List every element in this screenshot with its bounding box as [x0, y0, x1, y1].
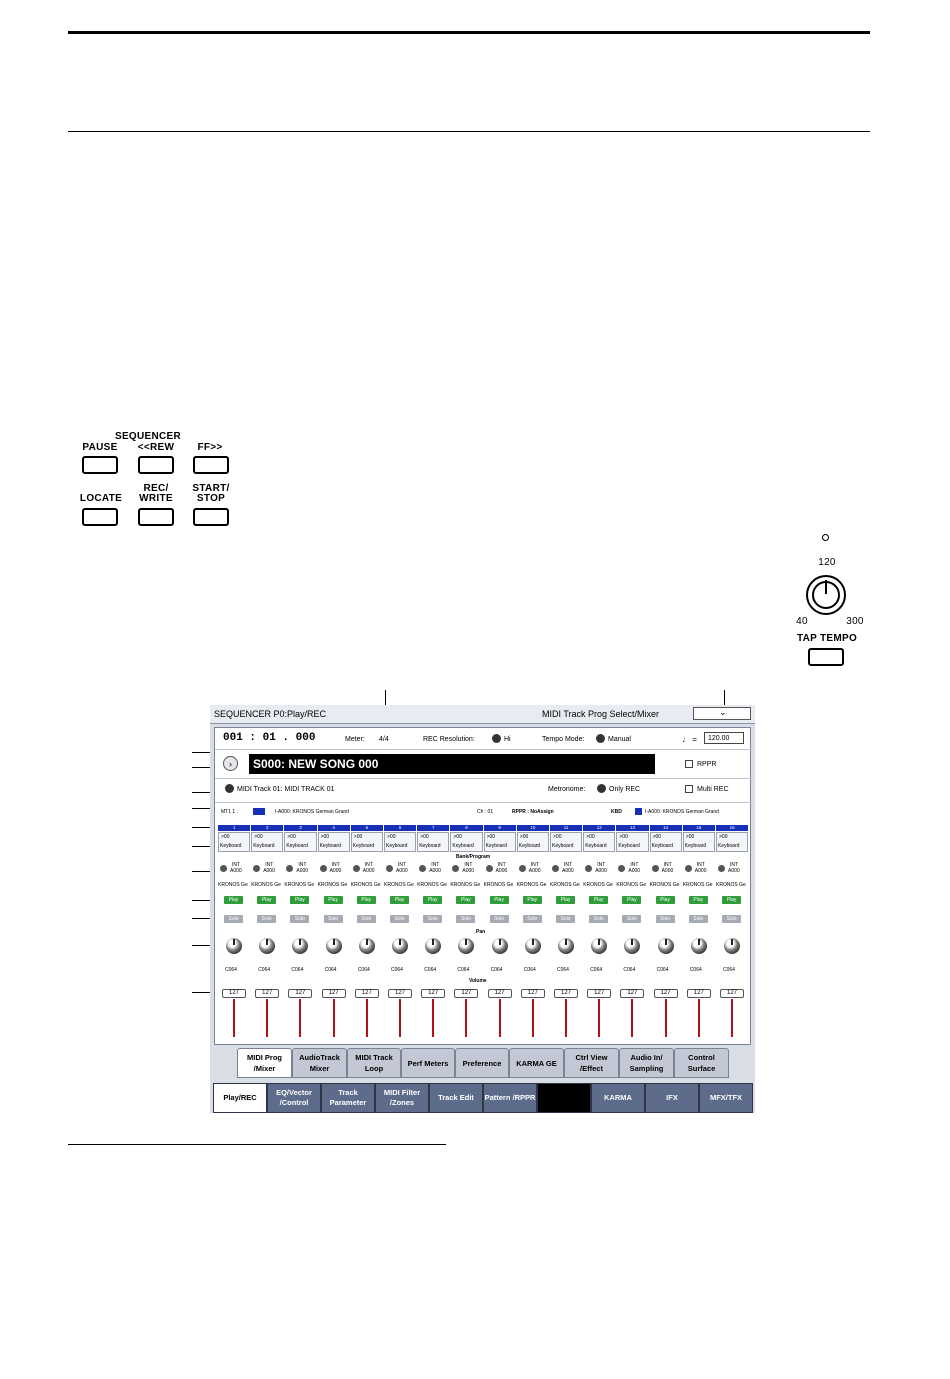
rec-label: REC/ — [143, 483, 169, 494]
track-bank: INT — [663, 862, 672, 868]
tap-tempo-button[interactable] — [808, 648, 844, 666]
solo-button[interactable]: Solo — [490, 915, 509, 923]
track-program-name: KRONOS Ge — [417, 882, 447, 888]
page-button-8[interactable]: IFX — [645, 1083, 699, 1113]
program-select-icon[interactable] — [519, 865, 526, 872]
page-menu-title: MIDI Track Prog Select/Mixer — [542, 709, 660, 719]
track-status: >00 — [320, 834, 330, 840]
track-number: 8 — [465, 825, 468, 830]
solo-button[interactable]: Solo — [722, 915, 741, 923]
pan-value: C064 — [424, 967, 437, 973]
tempo-scale-min: 40 — [796, 616, 808, 627]
track-bank: INT — [232, 862, 241, 868]
volume-label: Volume — [469, 978, 487, 984]
program-select-icon[interactable] — [286, 865, 293, 872]
page-button-9[interactable]: MFX/TFX — [699, 1083, 753, 1113]
kbd-badge-icon — [635, 808, 642, 815]
play-button[interactable]: Play — [224, 896, 243, 904]
pan-knob[interactable] — [326, 938, 342, 954]
track-number: 5 — [365, 825, 369, 830]
meter-value[interactable]: 4/4 — [379, 736, 389, 743]
play-button[interactable]: Play — [423, 896, 442, 904]
volume-value[interactable]: 127 — [587, 989, 611, 998]
tab-1[interactable]: AudioTrack Mixer — [292, 1048, 347, 1078]
pan-knob[interactable] — [292, 938, 308, 954]
rew-button[interactable] — [138, 456, 174, 474]
tab-0[interactable]: MIDI Prog /Mixer — [237, 1048, 292, 1078]
page-button-3[interactable]: MIDI Filter /Zones — [375, 1083, 429, 1113]
song-name: S000: NEW SONG 000 — [253, 757, 379, 771]
volume-value[interactable]: 127 — [222, 989, 246, 998]
track-number: 4 — [332, 825, 335, 830]
track-status: >00 — [586, 834, 595, 840]
pan-knob[interactable] — [226, 938, 242, 954]
solo-button[interactable]: Solo — [324, 915, 343, 923]
info-rppr: RPPR : NoAssign — [512, 809, 554, 815]
tab-4[interactable]: Preference — [455, 1048, 509, 1078]
pan-knob[interactable] — [691, 938, 707, 954]
tempo-knob[interactable] — [806, 575, 846, 615]
song-name-field[interactable] — [249, 754, 655, 774]
metronome-label: Metronome: — [548, 786, 586, 793]
track-select-value[interactable]: MIDI Track 01: MIDI TRACK 01 — [237, 786, 335, 793]
track-program: A000 — [329, 868, 342, 874]
tap-tempo-label: TAP TEMPO — [796, 633, 858, 644]
track-program-name: KRONOS Ge — [251, 882, 281, 888]
pan-value: C064 — [723, 967, 735, 973]
program-select-icon[interactable] — [618, 865, 625, 872]
track-number: 3 — [299, 825, 302, 830]
program-select-icon[interactable] — [220, 865, 227, 872]
volume-value[interactable]: 127 — [654, 989, 678, 998]
tempo-symbol: ♩ = — [682, 735, 697, 744]
program-select-icon[interactable] — [718, 865, 725, 872]
track-type: Keyboard — [452, 843, 474, 849]
volume-value[interactable]: 127 — [255, 989, 279, 998]
program-select-icon[interactable] — [353, 865, 360, 872]
program-select-icon[interactable] — [486, 865, 493, 872]
pan-knob[interactable] — [724, 938, 740, 954]
track-type: Keyboard — [286, 843, 308, 849]
solo-button[interactable]: Solo — [390, 915, 409, 923]
pan-knob[interactable] — [658, 938, 674, 954]
page-button-1[interactable]: EQ/Vector /Control — [267, 1083, 321, 1113]
track-status: >00 — [652, 834, 662, 840]
track-bank: INT — [265, 862, 274, 868]
track-type: Keyboard — [419, 843, 441, 849]
solo-button[interactable]: Solo — [556, 915, 575, 923]
rec-label-2: WRITE — [139, 493, 173, 504]
volume-fader[interactable] — [565, 999, 567, 1037]
track-number: 6 — [398, 825, 402, 830]
track-program-name: KRONOS Ge — [450, 882, 481, 888]
volume-fader[interactable] — [532, 999, 534, 1037]
track-program: A000 — [230, 868, 242, 874]
play-button[interactable]: Play — [290, 896, 309, 904]
volume-fader[interactable] — [432, 999, 434, 1037]
volume-fader[interactable] — [698, 999, 700, 1037]
pan-value: C064 — [291, 967, 304, 973]
track-program-name: KRONOS Ge — [218, 882, 248, 888]
main-panel — [214, 727, 751, 1045]
screen-title: SEQUENCER P0:Play/REC — [214, 709, 327, 719]
multi-rec-checkbox[interactable] — [685, 785, 693, 793]
pan-knob[interactable] — [259, 938, 275, 954]
track-program: A000 — [661, 868, 674, 874]
pan-knob[interactable] — [392, 938, 408, 954]
location-value[interactable]: 001 : 01 . 000 — [223, 732, 316, 744]
pan-knob[interactable] — [624, 938, 640, 954]
track-program-name: KRONOS Ge — [516, 882, 547, 888]
track-bank: INT — [331, 862, 340, 868]
pan-value: C064 — [557, 967, 569, 973]
track-bank: INT — [530, 862, 539, 868]
tab-3[interactable]: Perf Meters — [401, 1048, 455, 1078]
page-spacer — [537, 1083, 591, 1113]
track-type: Keyboard — [718, 843, 740, 849]
pan-knob[interactable] — [558, 938, 574, 954]
track-type: Keyboard — [253, 843, 275, 849]
tab-2[interactable]: MIDI Track Loop — [347, 1048, 401, 1078]
program-select-icon[interactable] — [320, 865, 327, 872]
solo-button[interactable]: Solo — [656, 915, 675, 923]
volume-value[interactable]: 127 — [322, 989, 346, 998]
play-button[interactable]: Play — [622, 896, 641, 904]
start-stop-button[interactable] — [193, 508, 229, 526]
top-rule — [68, 31, 870, 34]
track-type: Keyboard — [585, 843, 607, 849]
pan-knob[interactable] — [458, 938, 474, 954]
track-status: >00 — [453, 834, 462, 840]
pause-label: PAUSE — [82, 442, 118, 453]
volume-value[interactable]: 127 — [388, 989, 412, 998]
track-type: Keyboard — [518, 843, 541, 849]
track-type: Keyboard — [220, 843, 242, 849]
track-program-name: KRONOS Ge — [716, 882, 746, 888]
track-type: Keyboard — [386, 843, 408, 849]
pan-value: C064 — [225, 967, 237, 973]
volume-fader[interactable] — [233, 999, 235, 1037]
rec-write-button[interactable] — [138, 508, 174, 526]
volume-value[interactable]: 127 — [720, 989, 744, 998]
info-kbd-program: I-A000: KRONOS German Grand — [645, 809, 719, 815]
divider — [215, 778, 752, 779]
info-kbd: KBD — [611, 809, 622, 815]
page-button-7[interactable]: KARMA — [591, 1083, 645, 1113]
track-type: Keyboard — [485, 843, 507, 849]
solo-button[interactable]: Solo — [523, 915, 542, 923]
locate-label: LOCATE — [79, 493, 123, 504]
track-program-name: KRONOS Ge — [317, 882, 348, 888]
page-menu-button[interactable] — [693, 707, 751, 720]
track-program-name: KRONOS Ge — [284, 882, 315, 888]
play-button[interactable]: Play — [257, 896, 276, 904]
program-select-icon[interactable] — [452, 865, 459, 872]
volume-value[interactable]: 127 — [421, 989, 445, 998]
volume-fader[interactable] — [399, 999, 401, 1037]
track-program: A000 — [396, 868, 408, 874]
pan-value: C064 — [656, 967, 669, 973]
track-program: A000 — [362, 868, 375, 874]
track-bank: INT — [464, 862, 473, 868]
track-status: >00 — [619, 834, 628, 840]
track-status: >00 — [420, 834, 429, 840]
play-button[interactable]: Play — [456, 896, 475, 904]
track-number: 13 — [629, 825, 635, 830]
track-status: >00 — [254, 834, 263, 840]
play-button[interactable]: Play — [357, 896, 376, 904]
track-bank: INT — [497, 862, 506, 868]
solo-button[interactable]: Solo — [290, 915, 309, 923]
play-button[interactable]: Play — [324, 896, 343, 904]
tempo-value: 120.00 — [708, 735, 730, 742]
tempo-led-icon — [822, 534, 829, 541]
solo-button[interactable]: Solo — [357, 915, 376, 923]
tempo-field[interactable] — [704, 732, 744, 744]
rec-resolution-popup-icon[interactable] — [492, 734, 501, 743]
tempo-scale-mid: 120 — [818, 557, 836, 568]
info-program: I-A000: KRONOS German Grand — [275, 809, 349, 815]
pan-value: C064 — [357, 967, 370, 973]
track-program: A000 — [462, 868, 475, 874]
pan-value: C064 — [391, 967, 403, 973]
page-button-2[interactable]: Track Parameter — [321, 1083, 375, 1113]
pan-knob[interactable] — [425, 938, 441, 954]
solo-button[interactable]: Solo — [589, 915, 608, 923]
pause-button[interactable] — [82, 456, 118, 474]
solo-button[interactable]: Solo — [224, 915, 243, 923]
program-select-icon[interactable] — [419, 865, 426, 872]
solo-button[interactable]: Solo — [456, 915, 475, 923]
footer-rule — [68, 1144, 446, 1145]
solo-button[interactable]: Solo — [257, 915, 276, 923]
page-button-5[interactable]: Pattern /RPPR — [483, 1083, 537, 1113]
track-program-name: KRONOS Ge — [616, 882, 647, 888]
volume-value[interactable]: 127 — [521, 989, 545, 998]
ff-button[interactable] — [193, 456, 229, 474]
page-button-4[interactable]: Track Edit — [429, 1083, 483, 1113]
volume-value[interactable]: 127 — [288, 989, 312, 998]
track-status: >00 — [353, 834, 363, 840]
track-program: A000 — [495, 868, 508, 874]
pan-value: C064 — [590, 967, 603, 973]
info-track: MT1 1 : — [221, 809, 238, 815]
pan-knob[interactable] — [591, 938, 607, 954]
multi-rec-label: Multi REC — [697, 786, 729, 793]
track-program: A000 — [528, 868, 541, 874]
track-type: Keyboard — [684, 843, 707, 849]
play-button[interactable]: Play — [556, 896, 575, 904]
page-button-0[interactable]: Play/REC — [213, 1083, 267, 1113]
track-bank: INT — [696, 862, 705, 868]
track-badge-icon — [253, 808, 265, 815]
tempo-mode-value[interactable]: Manual — [608, 736, 631, 743]
track-number: 7 — [432, 825, 435, 830]
solo-button[interactable]: Solo — [622, 915, 641, 923]
rec-resolution-value[interactable]: Hi — [504, 736, 511, 743]
track-status: >00 — [387, 834, 396, 840]
pan-value: C064 — [324, 967, 337, 973]
volume-value[interactable]: 127 — [454, 989, 478, 998]
track-bank: INT — [730, 862, 739, 868]
sequencer-label: SEQUENCER — [114, 431, 182, 442]
track-select-popup-icon[interactable] — [225, 784, 234, 793]
volume-fader[interactable] — [465, 999, 467, 1037]
tempo-mode-label: Tempo Mode: — [542, 736, 585, 743]
track-number: 10 — [530, 825, 536, 830]
metronome-popup-icon[interactable] — [597, 784, 606, 793]
track-program: A000 — [595, 868, 607, 874]
volume-value[interactable]: 127 — [620, 989, 644, 998]
tab-5[interactable]: KARMA GE — [509, 1048, 564, 1078]
track-type: Keyboard — [651, 843, 673, 849]
volume-fader[interactable] — [366, 999, 368, 1037]
program-select-icon[interactable] — [585, 865, 592, 872]
song-select-button[interactable]: › — [223, 756, 238, 771]
chevron-down-icon: ⌄ — [719, 707, 727, 717]
divider — [215, 749, 752, 750]
track-number: 14 — [663, 825, 669, 830]
track-number: 16 — [729, 825, 735, 830]
track-program-name: KRONOS Ge — [583, 882, 613, 888]
track-type: Keyboard — [618, 843, 640, 849]
track-type: Keyboard — [352, 843, 375, 849]
track-status: >00 — [685, 834, 695, 840]
solo-button[interactable]: Solo — [423, 915, 442, 923]
track-number: 12 — [596, 825, 602, 830]
sequencer-screen — [210, 705, 755, 1113]
track-bank: INT — [398, 862, 407, 868]
track-bank: INT — [431, 862, 440, 868]
track-bank: INT — [597, 862, 606, 868]
track-program-name: KRONOS Ge — [550, 882, 580, 888]
track-bank: INT — [298, 862, 307, 868]
track-status: >00 — [719, 834, 728, 840]
meter-label: Meter: — [345, 736, 365, 743]
track-bank: INT — [630, 862, 639, 868]
tab-8[interactable]: Control Surface — [674, 1048, 729, 1078]
divider — [215, 802, 752, 803]
track-number: 1 — [232, 825, 236, 830]
track-program-name: KRONOS Ge — [682, 882, 713, 888]
ff-label: FF>> — [197, 442, 223, 453]
track-status: >00 — [553, 834, 562, 840]
track-status: >00 — [287, 834, 296, 840]
track-status: >00 — [221, 834, 230, 840]
track-program: A000 — [694, 868, 707, 874]
screen-title-bar — [210, 705, 755, 724]
volume-fader[interactable] — [333, 999, 335, 1037]
track-program: A000 — [263, 868, 275, 874]
rew-label: <<REW — [137, 442, 175, 453]
track-program-name: KRONOS Ge — [350, 882, 381, 888]
start-label-2: STOP — [196, 493, 226, 504]
volume-fader[interactable] — [299, 999, 301, 1037]
volume-fader[interactable] — [598, 999, 600, 1037]
pan-value: C064 — [258, 967, 271, 973]
pan-value: C064 — [457, 967, 470, 973]
rppr-checkbox[interactable] — [685, 760, 693, 768]
track-status: >00 — [486, 834, 496, 840]
track-number: 2 — [266, 825, 269, 830]
pan-knob[interactable] — [359, 938, 375, 954]
program-select-icon[interactable] — [685, 865, 692, 872]
header-rule — [68, 131, 870, 132]
volume-value[interactable]: 127 — [687, 989, 711, 998]
volume-value[interactable]: 127 — [355, 989, 379, 998]
track-type: Keyboard — [552, 843, 574, 849]
program-select-icon[interactable] — [253, 865, 260, 872]
track-status: >00 — [519, 834, 529, 840]
play-button[interactable]: Play — [523, 896, 542, 904]
play-button[interactable]: Play — [722, 896, 741, 904]
track-program: A000 — [429, 868, 441, 874]
pan-value: C064 — [623, 967, 636, 973]
program-select-icon[interactable] — [652, 865, 659, 872]
track-number: 9 — [498, 825, 501, 830]
track-bank: INT — [564, 862, 573, 868]
track-number: 11 — [563, 825, 569, 830]
volume-fader[interactable] — [731, 999, 733, 1037]
metronome-value[interactable]: Only REC — [609, 786, 641, 793]
play-button[interactable]: Play — [589, 896, 608, 904]
volume-fader[interactable] — [631, 999, 633, 1037]
track-program: A000 — [296, 868, 309, 874]
info-channel: Ch : 01 — [477, 809, 494, 815]
volume-value[interactable]: 127 — [488, 989, 512, 998]
play-button[interactable]: Play — [689, 896, 708, 904]
volume-fader[interactable] — [499, 999, 501, 1037]
tempo-mode-popup-icon[interactable] — [596, 734, 605, 743]
pan-label: Pan — [476, 929, 486, 935]
track-type: Keyboard — [319, 843, 341, 849]
track-number: 15 — [696, 825, 702, 830]
track-program: A000 — [628, 868, 641, 874]
tab-6[interactable]: Ctrl View /Effect — [564, 1048, 619, 1078]
track-program: A000 — [728, 868, 740, 874]
track-bank: INT — [364, 862, 373, 868]
pan-value: C064 — [490, 967, 503, 973]
pan-knob[interactable] — [492, 938, 508, 954]
tab-7[interactable]: Audio In/ Sampling — [619, 1048, 674, 1078]
tempo-scale-max: 300 — [846, 616, 864, 627]
play-button[interactable]: Play — [656, 896, 675, 904]
pan-value: C064 — [689, 967, 702, 973]
rppr-label: RPPR — [697, 761, 717, 768]
play-button[interactable]: Play — [390, 896, 409, 904]
track-program: A000 — [562, 868, 574, 874]
volume-fader[interactable] — [266, 999, 268, 1037]
volume-fader[interactable] — [665, 999, 667, 1037]
program-select-icon[interactable] — [552, 865, 559, 872]
bank-program-label: Bank/Program — [456, 854, 491, 860]
program-select-icon[interactable] — [386, 865, 393, 872]
pan-value: C064 — [523, 967, 536, 973]
volume-value[interactable]: 127 — [554, 989, 578, 998]
start-label: START/ — [192, 483, 230, 494]
track-program-name: KRONOS Ge — [483, 882, 514, 888]
rec-resolution-label: REC Resolution: — [423, 736, 475, 743]
pan-knob[interactable] — [525, 938, 541, 954]
play-button[interactable]: Play — [490, 896, 509, 904]
track-program-name: KRONOS Ge — [384, 882, 414, 888]
locate-button[interactable] — [82, 508, 118, 526]
track-program-name: KRONOS Ge — [649, 882, 680, 888]
solo-button[interactable]: Solo — [689, 915, 708, 923]
